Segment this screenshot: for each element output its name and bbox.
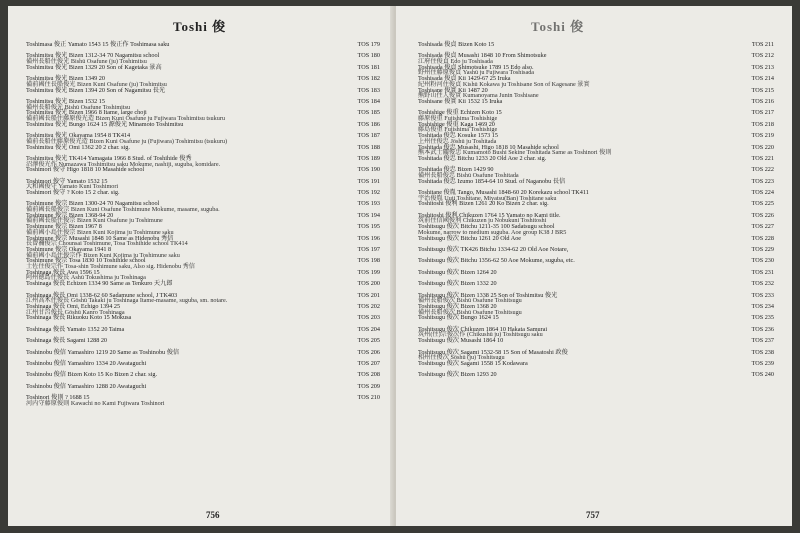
- right-page: [396, 6, 792, 526]
- entry-row: [26, 167, 384, 178]
- entry-tos-number: TOS 197: [357, 246, 380, 254]
- entry-signature-line: 備前國小島住俊宗 Bizen Kuni Kojima ju Toshimune saku: [26, 228, 174, 236]
- entry-row: [26, 395, 384, 406]
- entry-tos-number: TOS 199: [357, 268, 380, 276]
- entry-tos-number: TOS 208: [357, 371, 380, 379]
- left-page: [8, 6, 395, 526]
- entry-line: Toshitsugu 俊次 Bitchu 1261 20 Old Aoe: [418, 234, 522, 242]
- entry-tos-number: TOS 180: [357, 52, 380, 60]
- entry-tos-number: TOS 202: [357, 302, 380, 310]
- entry-tos-number: TOS 207: [357, 359, 380, 367]
- entry-line: Toshitsugu 俊次 Bitchu 1356-62 50 Aoe Mokume, suguba, etc.: [418, 257, 575, 265]
- entry-line: Toshitsugu 俊次 Bizen 1264 20: [418, 268, 497, 276]
- entry-line: Toshitsugu 俊次 Bitchu 1211-35 100 Sadatsugu school: [418, 223, 555, 231]
- entry-line: Toshimitsu 俊光 Bizen 1966 8 Itame, large choji: [26, 109, 147, 117]
- entry-line: Toshimori 俊守 ? Koto 15 2 char. sig.: [26, 189, 120, 197]
- entry-line: Toshinaga 俊長 Yamato 1352 20 Taima: [26, 325, 125, 333]
- entry-tos-number: TOS 224: [751, 189, 774, 197]
- entry-signature-line: 藤島俊重 Fujishima Toshishige: [418, 126, 498, 134]
- entry-line: Toshisane 俊實 Kii 1487 20: [418, 86, 488, 94]
- entry-tos-number: TOS 216: [751, 97, 774, 105]
- entry-line: Toshishige 俊重 Kaga 1469 20: [418, 120, 495, 128]
- entry-row: [26, 372, 384, 383]
- entry-tos-number: TOS 204: [357, 325, 380, 333]
- entry-signature-line: 長曾禰俊宗 Chounsai Toshimune, Tosa Toshihide school TK414: [26, 240, 188, 248]
- entry-line: Toshimasa 俊正 Yamato 1543 15 俊正作 Toshimasa saku: [26, 41, 170, 48]
- entry-signature-line: 熊野山住人俊實 Kumanoyama Junin Toshisane: [418, 92, 539, 100]
- entry-tos-number: TOS 193: [357, 200, 380, 208]
- entry-signature-line: 備州長船俊光 Bishū Osafune Toshimitsu: [26, 103, 131, 111]
- entry-line: Toshitsugu 俊次 Bizen 1338 25 Son of Toshimitsu 俊光: [418, 291, 558, 299]
- entry-line: Toshisada 俊貞 Bizen Koto 15: [418, 41, 495, 48]
- entry-line: Toshitada 俊忠 Bitchu 1233 20 Old Aoe 2 char. sig.: [418, 154, 547, 162]
- entry-tos-number: TOS 212: [751, 52, 774, 60]
- entry-signature-line: 江州甘呂俊長 Gōshū Kanro Toshinaga: [26, 308, 125, 316]
- entry-tos-number: TOS 195: [357, 223, 380, 231]
- entry-tos-number: TOS 231: [751, 268, 774, 276]
- entry-line: Toshitoshi 俊利 Bizen 1261 20 Ko Bizen 2 char. sig.: [418, 200, 549, 208]
- entry-tos-number: TOS 190: [357, 166, 380, 174]
- entry-line: Toshinaga 俊長 Omi 1338-62 60 Sadamune school, J TK403: [26, 291, 178, 299]
- entry-signature-line: 紀州粉河住俊貞 Kishū Kokawa ju Toshisane Son of Kagesane 景實: [418, 80, 590, 88]
- entry-line: Toshitsugu 俊次 Chikuzen 1864 10 Hakata Samurai: [418, 325, 548, 333]
- entry-signature-line: 大和國俊守 Yamato Kuni Toshimori: [26, 183, 119, 191]
- entry-line: Toshitsugu 俊次 Bizen 1368 20: [418, 302, 497, 310]
- entry-row: [418, 133, 778, 144]
- entry-signature-line: 備州長船俊忠 Bishū Osafune Toshitada: [418, 171, 519, 179]
- entry-tos-number: TOS 191: [357, 177, 380, 185]
- entry-line: Toshitada 俊忠 Bizen 1429 90: [418, 166, 494, 174]
- entry-signature-line: 備前國長船住俊宗 Bizen Kuni Osafune ju Toshimune: [26, 217, 163, 225]
- entry-tos-number: TOS 233: [751, 291, 774, 299]
- entry-line: Toshimune 俊宗 Okayama 1941 8: [26, 246, 112, 254]
- entry-line: Toshisada 俊貞 Shimotsuke 1789 15 Edo also.: [418, 63, 534, 71]
- left-page-title: Toshi 俊: [173, 19, 227, 34]
- entry-tos-number: TOS 200: [357, 280, 380, 288]
- entry-row: [26, 133, 384, 144]
- entry-line: Toshitada 俊忠 Musashi, Higo 1818 10 Masahide school: [418, 143, 559, 151]
- entry-signature-line: 備前國長船住藤原俊光造 Bizen Kuni Osafune ju Fujiwara Toshimitsu tsukuru: [26, 114, 225, 122]
- entry-line: Toshimitsu 俊光 Bizen 1329 20 Son of Kagetaka 景高: [26, 63, 162, 71]
- entry-tos-number: TOS 240: [751, 371, 774, 379]
- entry-line: Toshimune 俊宗 Bizen 1300-24 70 Nagamitsu school: [26, 200, 160, 208]
- entry-tos-number: TOS 217: [751, 109, 774, 117]
- entry-tos-number: TOS 222: [751, 166, 774, 174]
- entry-tos-number: TOS 203: [357, 314, 380, 322]
- entry-line: Toshitoshi 俊利 Chikuzen 1764 15 Yamato no Kami title.: [418, 211, 561, 219]
- entry-tos-number: TOS 235: [751, 314, 774, 322]
- entry-line: Toshinaga 俊長 Sagami 1288 20: [26, 337, 108, 345]
- entry-line: Toshinobu 俊信 Yamashiro 1288 20 Awataguchi: [26, 382, 147, 390]
- entry-line: Toshimori 俊守 Higo 1818 10 Masahide school: [26, 166, 145, 174]
- entry-signature-line: 沼澤俊光作 Numazawa Toshimitsu saku Mokume, nashiji, suguba, komidare.: [26, 160, 221, 168]
- entry-line: Toshimitsu 俊光 Omi 1362 20 2 char. sig.: [26, 143, 130, 151]
- entry-line: Toshitane 俊胤 Tango, Musashi 1848-60 20 Korekazu school TK411: [418, 189, 589, 197]
- entry-row: [26, 281, 384, 292]
- entry-tos-number: TOS 225: [751, 200, 774, 208]
- entry-tos-number: TOS 196: [357, 234, 380, 242]
- entry-line: Toshitsugu 俊次 Musashi 1864 10: [418, 337, 504, 345]
- entry-tos-number: TOS 238: [751, 348, 774, 356]
- entry-tos-number: TOS 181: [357, 63, 380, 71]
- entry-tos-number: TOS 215: [751, 86, 774, 94]
- entry-tos-number: TOS 237: [751, 337, 774, 345]
- entry-signature-line: 宇治俊胤 Uuji Toshitane, Miyatsu(Ban) Toshitane saku: [418, 194, 557, 202]
- entry-tos-number: TOS 214: [751, 75, 774, 83]
- entry-signature-line: 備前長船住藤原俊光造 Bizen Kuni Osafune ju (Fujiwara) Toshimitsu (tsukuru): [26, 137, 228, 145]
- entry-signature-line: 熊本武士關俊忠 Kumamoto Bushi Sekine Toshitada Same as Toshinori 俊則: [418, 149, 612, 157]
- entry-signature-line: 相州住俊次 Sōshū (ju) Toshitsugu: [418, 354, 505, 362]
- entry-tos-number: TOS 209: [357, 382, 380, 390]
- entry-tos-number: TOS 220: [751, 143, 774, 151]
- entry-line: Toshitada 俊忠 Izumo 1854-64 10 Stud. of Naganobu 長信: [418, 177, 566, 185]
- entry-line: Toshisada 俊貞 Kii 1429-67 25 Iruka: [418, 75, 511, 83]
- entry-line: Toshitsugu 俊次 Bizen 1332 20: [418, 280, 497, 288]
- entry-signature-line: 江州高木住俊長 Gōshū Takaki ju Toshinaga Itame-masame, suguba, sm. notare.: [26, 297, 228, 305]
- entry-signature-line: 筑前住信國俊利 Chikuzen ju Nobukuni Toshitoshi: [418, 217, 547, 225]
- entry-line: Toshinaga 俊長 Omi, Echigo 1394 25: [26, 302, 121, 310]
- entry-signature-line: 備州長船住俊光 Bishū Osafune (ju) Toshimitsu: [26, 57, 147, 65]
- entry-tos-number: TOS 210: [357, 394, 380, 402]
- entry-row: [26, 224, 384, 235]
- entry-line: Toshimune 俊宗 Bizen 1368-94 20: [26, 211, 114, 219]
- entry-signature-line: 江府住俊貞 Edo ju Toshisada: [418, 57, 493, 65]
- entry-row: [26, 338, 384, 349]
- entry-line: Toshishige 俊重 Echizen Koto 15: [418, 109, 502, 117]
- entry-tos-number: TOS 221: [751, 154, 774, 162]
- right-page-number: 757: [586, 510, 600, 520]
- entry-line: Toshinobu 俊信 Yamashiro 1219 20 Same as Toshinobu 俊信: [26, 348, 180, 356]
- entry-line: Toshitsugu 俊次 TK426 Bitchu 1334-62 20 Old Aoe Notare,: [418, 246, 569, 254]
- entry-signature-line: 野州住藤原俊貞 Yashū ju Fujiwara Toshisada: [418, 69, 535, 77]
- entry-line: Toshimitsu 俊光 Bizen 1394 20 Son of Nagamitsu 長光: [26, 86, 166, 94]
- left-page-number: 756: [206, 510, 220, 520]
- entry-signature-line: Mokume, narrow to medium suguba. Aoe group K38 J BR5: [418, 228, 567, 236]
- entry-row: [418, 224, 778, 235]
- left-entry-list: [26, 42, 384, 407]
- entry-line: Toshimori 俊守 Yamato 1532 15: [26, 177, 108, 185]
- entry-tos-number: TOS 201: [357, 291, 380, 299]
- entry-line: Toshimitsu 俊光 Bizen 1532 15: [26, 97, 105, 105]
- entry-line: Toshinori 俊則 ? 1688 15: [26, 394, 90, 402]
- entry-tos-number: TOS 228: [751, 234, 774, 242]
- entry-tos-number: TOS 227: [751, 223, 774, 231]
- entry-line: Toshinaga 俊長 Rikuoku Koto 15 Mokusa: [26, 314, 132, 322]
- entry-tos-number: TOS 184: [357, 97, 380, 105]
- entry-row: [418, 372, 778, 383]
- entry-signature-line: 備州長船俊次 Bishū Osafune Toshitsugu: [418, 308, 522, 316]
- entry-tos-number: TOS 211: [751, 41, 774, 48]
- entry-line: Toshimune 俊宗 Bizen 1967 8: [26, 223, 102, 231]
- entry-tos-number: TOS 198: [357, 257, 380, 265]
- entry-line: Toshinobu 俊信 Yamashiro 1334 20 Awataguchi: [26, 359, 147, 367]
- entry-signature-line: 阿州徳島住俊長 Ashū Tokushima ju Toshinaga: [26, 274, 146, 282]
- entry-line: Toshinaga 俊長 Echizen 1334 90 Same as Tenkuro 天九郎: [26, 280, 173, 288]
- entry-tos-number: TOS 218: [751, 120, 774, 128]
- entry-line: Toshimune 俊宗 Tosa 1830 10 Toshihide school: [26, 257, 146, 265]
- entry-signature-line: 河内守藤原俊則 Kawachi no Kami Fujiwara Toshinori: [26, 399, 165, 407]
- entry-line: Toshitsugu 俊次 Bizen 1293 20: [418, 371, 497, 379]
- entry-row: [418, 167, 778, 178]
- right-entry-list: [418, 42, 778, 384]
- entry-signature-line: 備前國長船俊宗 Bizen Kuni Osafune Toshimune Mokume, masame, suguba.: [26, 206, 220, 214]
- entry-signature-line: 上州住俊忠 Jōshū ju Toshitada: [418, 137, 497, 145]
- entry-line: Toshisada 俊貞 Musashi 1848 10 From Shimotsuke: [418, 52, 547, 60]
- entry-signature-line: 土佐住俊宗作 Tosa-shin Toshimune saku, Also sig. Hidenobu 秀信: [26, 263, 195, 271]
- entry-tos-number: TOS 206: [357, 348, 380, 356]
- entry-signature-line: 備前國小島住俊宗作 Bizen Kuni Kojima ju Toshimune saku: [26, 251, 180, 259]
- entry-tos-number: TOS 187: [357, 132, 380, 140]
- entry-tos-number: TOS 179: [357, 41, 380, 48]
- entry-line: Toshitada 俊忠 Kosuke 1573 15: [418, 132, 498, 140]
- entry-tos-number: TOS 186: [357, 120, 380, 128]
- entry-tos-number: TOS 188: [357, 143, 380, 151]
- entry-row: [418, 338, 778, 349]
- entry-signature-line: 筑州(住)宗俊次作 (Chikushū ju) Toshitsugu saku: [418, 331, 543, 339]
- entry-tos-number: TOS 232: [751, 280, 774, 288]
- entry-tos-number: TOS 192: [357, 189, 380, 197]
- entry-line: Toshimitsu 俊光 TK414 Yamagata 1966 8 Stud. of Toshihide 俊秀: [26, 154, 192, 162]
- right-page-title: Toshi 俊: [531, 19, 585, 34]
- entry-tos-number: TOS 205: [357, 337, 380, 345]
- entry-tos-number: TOS 213: [751, 63, 774, 71]
- entry-line: Toshitsugu 俊次 Sagami 1532-58 15 Son of Masatoshi 政俊: [418, 348, 568, 356]
- entry-tos-number: TOS 236: [751, 325, 774, 333]
- entry-line: Toshimitsu 俊光 Bungo 1624 15 源俊光 Minamoto Toshimitsu: [26, 120, 184, 128]
- entry-line: Toshimitsu 俊光 Bizen 1312-34 70 Nagamitsu school: [26, 52, 160, 60]
- entry-tos-number: TOS 234: [751, 302, 774, 310]
- entry-signature-line: 備州長船俊次 Bishū Osafune Toshitsugu: [418, 297, 522, 305]
- entry-tos-number: TOS 229: [751, 246, 774, 254]
- entry-tos-number: TOS 189: [357, 154, 380, 162]
- entry-tos-number: TOS 230: [751, 257, 774, 265]
- entry-row: [418, 76, 778, 87]
- entry-tos-number: TOS 226: [751, 211, 774, 219]
- entry-row: [26, 76, 384, 87]
- entry-tos-number: TOS 219: [751, 132, 774, 140]
- entry-line: Toshitsugu 俊次 Sagami 1558 15 Kodawara: [418, 359, 528, 367]
- entry-line: Toshimitsu 俊光 Okayama 1954 8 TK414: [26, 132, 131, 140]
- entry-tos-number: TOS 183: [357, 86, 380, 94]
- entry-row: [418, 281, 778, 292]
- entry-signature-line: 備前國住長船俊光 Bizen Kuni Osafune (ju) Toshimitsu: [26, 80, 167, 88]
- entry-signature-line: 藤原俊重 Fujishima Toshishige: [418, 114, 498, 122]
- entry-tos-number: TOS 239: [751, 359, 774, 367]
- entry-tos-number: TOS 185: [357, 109, 380, 117]
- entry-line: Toshinaga 俊長 Awa 1596 15: [26, 268, 100, 276]
- entry-line: Toshimitsu 俊光 Bizen 1349 20: [26, 75, 105, 83]
- entry-line: Toshimune 俊宗 Musashi 1848 10 Same as Hidenobu 秀信: [26, 234, 174, 242]
- entry-tos-number: TOS 223: [751, 177, 774, 185]
- entry-line: Toshinobu 俊信 Bizen Koto 15 Ko Bizen 2 char. sig.: [26, 371, 158, 379]
- entry-tos-number: TOS 194: [357, 211, 380, 219]
- entry-line: Toshitsugu 俊次 Bungo 1624 15: [418, 314, 499, 322]
- entry-tos-number: TOS 182: [357, 75, 380, 83]
- entry-line: Toshisane 俊實 Kii 1532 15 Iruka: [418, 97, 503, 105]
